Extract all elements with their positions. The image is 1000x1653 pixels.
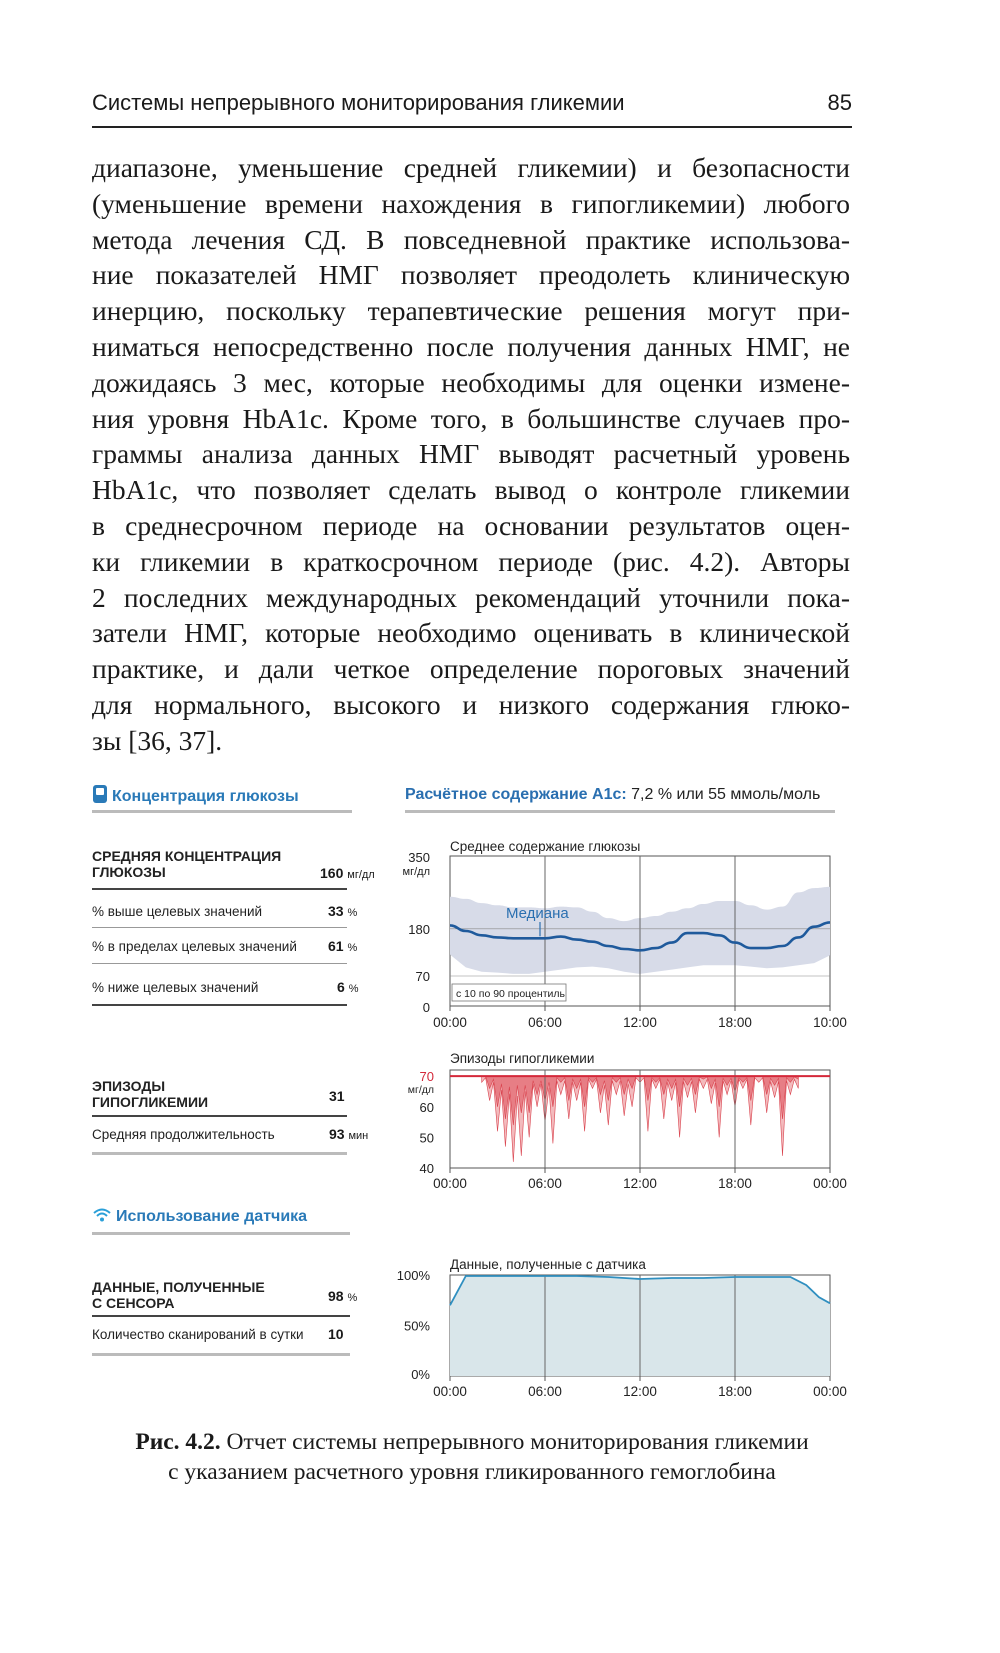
a1c-value: 7,2 % или 55 ммоль/моль — [631, 786, 821, 803]
mean-value: 160 — [320, 865, 344, 881]
sensor-heading-line1: ДАННЫЕ, ПОЛУЧЕННЫЕ — [92, 1279, 265, 1295]
chart2-xtick-label: 18:00 — [718, 1176, 752, 1191]
median-label: Медиана — [506, 905, 569, 922]
chart2-ytick: 60 — [419, 1099, 434, 1115]
chart1-ytick: 70 — [415, 969, 430, 984]
chart3-xtick-label: 18:00 — [718, 1384, 752, 1399]
hypo-count: 31 — [329, 1088, 345, 1104]
in-value: 61 — [328, 938, 344, 954]
body-line: (уменьшение времени нахождения в гипогликемии) любого — [92, 187, 850, 219]
chart2-yunit: мг/дл — [407, 1084, 434, 1097]
mean-unit: мг/дл — [347, 869, 375, 881]
hypo-duration-label: Средняя продолжительность — [92, 1127, 275, 1142]
chart3-ytick: 50% — [403, 1318, 430, 1334]
in-target-label: % в пределах целевых значений — [92, 939, 297, 954]
scans-value: 10 — [328, 1326, 344, 1342]
above-pct: % — [347, 907, 358, 919]
body-line: ние показателей НМГ позволяет преодолеть клиническую — [92, 259, 850, 291]
chart3-ytick: 0% — [411, 1367, 430, 1382]
chart2-xtick-label: 06:00 — [528, 1176, 562, 1191]
sensor-heading-line2: С СЕНСОРА — [92, 1295, 175, 1311]
sensor-section-label: Использование датчика — [116, 1208, 308, 1225]
chart3-xtick-label: 12:00 — [623, 1384, 657, 1399]
body-line: ки гликемии в краткосрочном периоде (рис. 4.2). Авторы — [92, 545, 850, 577]
sensor-value: 98 — [328, 1288, 344, 1304]
in-pct: % — [347, 942, 358, 954]
chart2-xtick-label: 00:00 — [433, 1176, 467, 1191]
chart1-ytick: 0 — [422, 1000, 430, 1015]
duration-value: 93 — [329, 1126, 345, 1142]
chart1-ytick: 350 — [408, 850, 430, 865]
chart1-xtick-label: 18:00 — [718, 1015, 752, 1030]
mean-heading-line2: ГЛЮКОЗЫ — [92, 864, 166, 880]
band-legend-label: с 10 по 90 процентиль — [456, 988, 565, 1000]
body-line: диапазоне, уменьшение средней гликемии) и безопасности — [92, 152, 850, 183]
above-target-label: % выше целевых значений — [92, 904, 263, 919]
hypo-heading-line2: ГИПОГЛИКЕМИИ — [92, 1094, 209, 1110]
body-line: 2 последних международных рекомендаций уточнили пока- — [92, 581, 850, 613]
body-line: граммы анализа данных НМГ выводят расчетный уровень — [92, 438, 850, 470]
mean-heading-line1: СРЕДНЯЯ КОНЦЕНТРАЦИЯ — [92, 848, 282, 864]
chart1-xtick-label: 10:00 — [813, 1015, 847, 1030]
chart1-xtick-label: 12:00 — [623, 1015, 657, 1030]
body-line: метода лечения СД. В повседневной практике использова- — [92, 223, 850, 255]
chart3-title: Данные, полученные с датчика — [450, 1257, 646, 1272]
glucose-section-label: Концентрация глюкозы — [112, 788, 299, 805]
caption-line2: с указанием расчетного уровня гликированного гемоглобина — [168, 1459, 776, 1485]
body-line: дожидаясь 3 мес, которые необходимы для оценки измене- — [92, 366, 850, 398]
a1c-label: Расчётное содержание A1c: — [405, 786, 627, 803]
caption-line1: Отчет системы непрерывного мониторирования гликемии — [226, 1429, 809, 1455]
chart1-yunit: мг/дл — [402, 866, 430, 878]
chart3-xtick-label: 00:00 — [813, 1384, 847, 1399]
body-line: HbA1c, что позволяет сделать вывод о контроле гликемии — [92, 474, 850, 506]
body-line: затели НМГ, которые необходимо оценивать в клинической — [92, 617, 850, 649]
body-line: для нормального, высокого и низкого содержания глюко- — [92, 688, 850, 720]
body-line: в среднесрочном периоде на основании результатов оцен- — [92, 509, 850, 541]
chart3-ytick: 100% — [396, 1268, 430, 1283]
chart2-title: Эпизоды гипогликемии — [450, 1051, 595, 1066]
sensor-pct: % — [347, 1292, 358, 1304]
below-value: 6 — [337, 979, 345, 995]
hypo-heading-line1: ЭПИЗОДЫ — [92, 1078, 166, 1094]
body-line: ниматься непосредственно после получения данных НМГ, не — [92, 330, 850, 362]
body-line: инерцию, поскольку терапевтические решения могут при- — [92, 295, 850, 327]
above-value: 33 — [328, 903, 344, 919]
body-line: ния уровня HbA1c. Кроме того, в большинстве случаев про- — [92, 402, 850, 434]
chart2-xtick-label: 12:00 — [623, 1176, 657, 1191]
below-pct: % — [348, 983, 359, 995]
chart2-ytick: 70 — [419, 1069, 434, 1085]
chart2-ytick: 40 — [419, 1161, 434, 1176]
chart1-xtick-label: 00:00 — [433, 1015, 467, 1030]
page-number: 85 — [827, 90, 852, 115]
chart3-xtick-label: 00:00 — [433, 1384, 467, 1399]
duration-unit: мин — [348, 1130, 369, 1142]
scans-label: Количество сканирований в сутки — [92, 1327, 304, 1342]
chart1-title: Среднее содержание глюкозы — [450, 839, 641, 854]
below-target-label: % ниже целевых значений — [92, 980, 259, 995]
chart2-xtick-label: 00:00 — [813, 1176, 847, 1191]
figure-caption — [92, 1427, 852, 1487]
running-title: Системы непрерывного мониторирования гликемии — [92, 90, 625, 115]
chart2-ytick: 50 — [419, 1130, 434, 1146]
caption-label: Рис. 4.2. — [135, 1429, 221, 1455]
chart1-ytick: 180 — [408, 921, 430, 937]
chart1-xtick-label: 06:00 — [528, 1015, 562, 1030]
chart3-xtick-label: 06:00 — [528, 1384, 562, 1399]
body-line: зы [36, 37]. — [92, 724, 223, 756]
body-line: практике, и дали четкое определение пороговых значений — [92, 653, 850, 685]
